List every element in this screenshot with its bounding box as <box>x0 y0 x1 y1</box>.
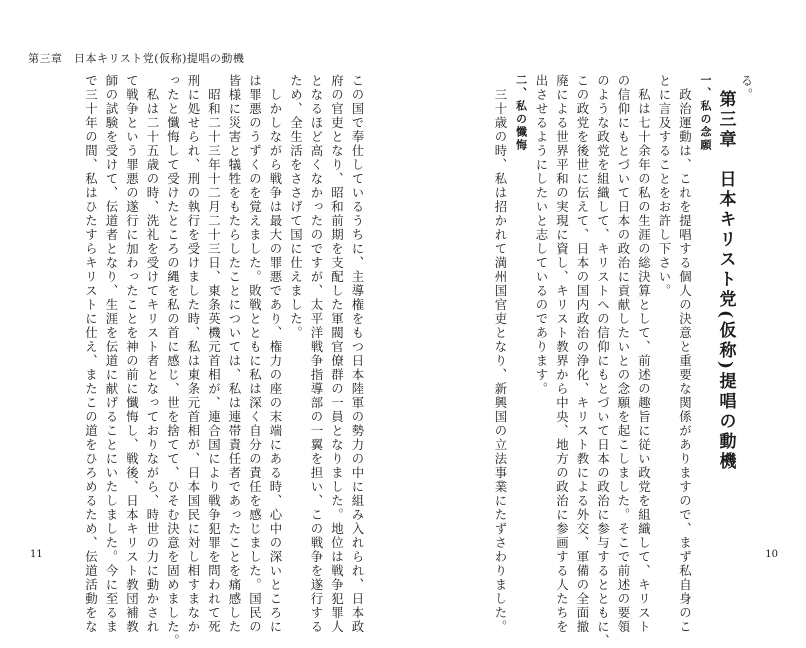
text-line: 政治運動は、これを提唱する個人の決意と重要な関係がありますので、まず私自身のこ <box>677 74 693 634</box>
chapter-title: 第三章 日本キリスト党(仮称)提唱の動機 <box>715 90 736 473</box>
text-line: 廃による世界平和の実現に資し、キリスト教界から中央、地方の政治に参画する人たちを <box>554 74 570 634</box>
text-line: とに言及することをお許し下さい。 <box>657 74 672 298</box>
section-heading-1: 一、私の念願 <box>699 74 712 152</box>
text-line: て戦争という罪悪の遂行に加わったことを神の前に懺悔し、戦後、日本キリスト教団補教 <box>124 74 140 634</box>
text-line: 刑に処せられ、刑の執行を受けました時、私は東条元首相が、日本国民に対し相すまなか <box>186 74 201 634</box>
text-line: ったと懺悔して受けたところの縄を私の首に感じ、世を捨てて、ひそむ決意を固めました。 <box>165 74 181 648</box>
section-heading-2: 二、私の懺悔 <box>514 74 528 152</box>
text-line: となるほど高くなかったのですが、太平洋戦争指導部の一翼を担い、この戦争を遂行する <box>309 74 324 634</box>
right-page <box>403 0 806 648</box>
text-line: 昭和二十三年十二月二十三日、東条英機元首相が、連合国により戦争犯罪を問われて死 <box>206 74 222 634</box>
text-line: 出させるようにしたいと志しているのであります。 <box>534 74 549 396</box>
text-line: しかしながら戦争は最大の罪悪であり、権力の座の末端にある時、心中の深いところに <box>268 74 283 634</box>
text-line: この国で奉仕しているうちに、主導権をもつ日本陸軍の勢力の中に組み入れられ、日本政 <box>350 74 365 634</box>
text-line: で三十年の間、私はひたすらキリストに仕え、またこの道をひろめるため、伝道活動をな <box>83 74 99 634</box>
text-line: の信仰にもとづいて日本の政治に貢献したいとの念願を起こしました。そこで前述の要領 <box>616 74 631 634</box>
page-number-right: 10 <box>765 549 778 560</box>
left-page-body <box>80 74 367 648</box>
text-line: 私は七十余年の私の生涯の総決算として、前述の趣旨に従い政党を組織して、キリスト <box>636 74 652 634</box>
text-line: この政党を後世に伝えて、日本の国内政治の浄化、キリスト教による外交、軍備の全面撤 <box>575 74 590 634</box>
text-line: 府の官吏となり、昭和前期を支配した軍閥官僚群の一員となりました。地位は戦争犯罪人 <box>329 74 345 634</box>
text-line: は罪悪のうずくのを覚えました。敗戦とともに私は深く自分の責任を感じました。国民の <box>247 74 263 634</box>
carryover-line: る。 <box>739 74 754 102</box>
right-page-body <box>490 74 757 648</box>
page-number-left: 11 <box>30 549 43 560</box>
text-line: 皆様に災害と犠牲をもたらしたことについては、私は連帯責任者であったことを痛感した <box>227 74 242 634</box>
text-line: 三十歳の時、私は招かれて満州国官吏となり、新興国の立法事業にたずさわりました。 <box>493 74 508 634</box>
text-line: 私は二十五歳の時、洗礼を受けてキリスト者となっておりながら、時世の力に動かされ <box>145 74 160 634</box>
text-line: 師の試験を受けて、伝道者となり、生涯を伝道に献げることにいたしました。今に至るま <box>104 74 119 634</box>
running-head: 第三章 日本キリスト党(仮称)提唱の動機 <box>28 52 245 65</box>
text-line: ため、全生活をささげて国に仕えました。 <box>288 74 304 340</box>
text-line: のような政党を組織して、キリストへの信仰にもとづいて日本の政治に参与するとともに、 <box>595 74 611 648</box>
